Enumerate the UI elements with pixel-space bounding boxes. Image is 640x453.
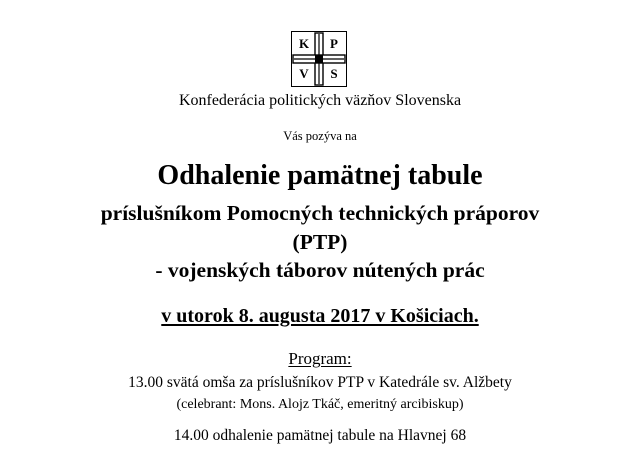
program-item-mass: 13.00 svätá omša za príslušníkov PTP v Katedrále sv. Alžbety [128, 374, 512, 391]
event-subtitle-line-2: (PTP) [292, 230, 348, 254]
program-item-mass-note: (celebrant: Mons. Alojz Tkáč, emeritný arcibiskup) [176, 397, 464, 412]
logo-letter-v: V [299, 66, 309, 81]
logo-letter-k: K [298, 36, 310, 51]
event-date: v utorok 8. augusta 2017 v Košiciach. [161, 305, 479, 327]
logo-letter-p: P [330, 36, 338, 51]
event-title: Odhalenie pamätnej tabule [157, 160, 483, 191]
kpvs-logo-graphic [291, 31, 347, 87]
event-subtitle-line-1: príslušníkom Pomocných technických práporov [100, 201, 540, 225]
invitation-text: Vás pozýva na [283, 129, 357, 143]
organization-name: Konfederácia politických väzňov Slovenska [178, 92, 462, 109]
logo-letter-s: S [330, 66, 338, 81]
event-subtitle-line-3: - vojenských táborov nútených prác [155, 258, 485, 282]
kpvs-logo [291, 31, 347, 87]
program-heading: Program: [288, 349, 352, 368]
logo-cross-center [315, 55, 323, 63]
program-item-unveiling: 14.00 odhalenie pamätnej tabule na Hlavnej 68 [173, 427, 467, 444]
